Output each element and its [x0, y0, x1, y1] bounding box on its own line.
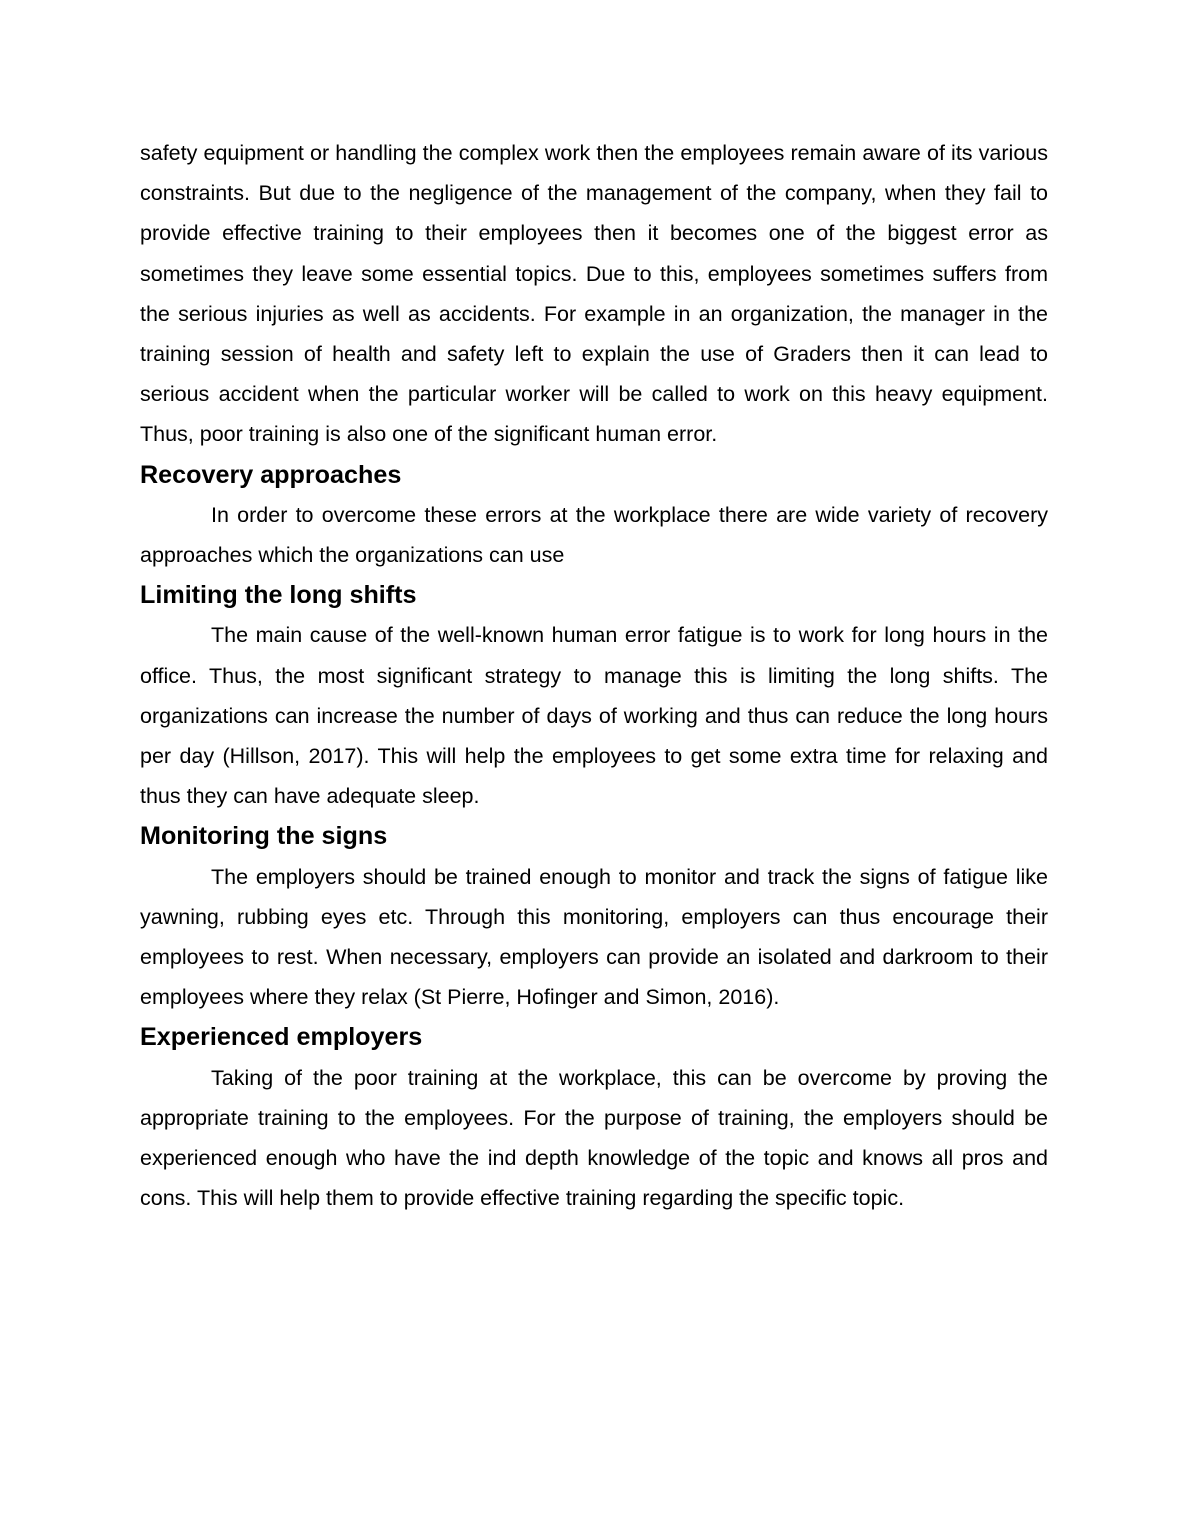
section-heading-recovery-approaches: Recovery approaches [140, 460, 402, 489]
document-body [140, 133, 1048, 1218]
intro-paragraph: safety equipment or handling the complex work then the employees remain aware of its various constraints. But due to the negligence of the management of the company, when they fail to provide effective training to their employees then it becomes one of the biggest error as sometimes they leave some essential topics. Due to this, employees sometimes suffers from the serious injuries as well as accidents. For example in an organization, the manager in the training session of health and safety left to explain the use of Graders then it can lead to serious accident when the particular worker will be called to work on this heavy equipment. Thus, poor training is also one of the significant human error. [140, 141, 1048, 447]
section-heading-monitoring-signs: Monitoring the signs [140, 822, 388, 851]
section-body-monitoring-signs: The employers should be trained enough to monitor and track the signs of fatigue like yawning, rubbing eyes etc. Through this monitoring, employers can thus encourage their employees to rest. When necessary, employers can provide an isolated and darkroom to their employees where they relax (St Pierre, Hofinger and Simon, 2016). [140, 864, 1048, 1010]
section-body-experienced-employers: Taking of the poor training at the workplace, this can be overcome by proving the appropriate training to the employees. For the purpose of training, the employers should be experienced enough who have the ind depth knowledge of the topic and knows all pros and cons. This will help them to provide effective training regarding the specific topic. [140, 1065, 1048, 1211]
section-heading-limiting-long-shifts: Limiting the long shifts [140, 581, 417, 610]
section-heading-experienced-employers: Experienced employers [140, 1023, 423, 1052]
section-body-recovery-approaches: In order to overcome these errors at the workplace there are wide variety of recovery approaches which the organizations can use [140, 502, 1048, 568]
section-body-limiting-long-shifts: The main cause of the well-known human error fatigue is to work for long hours in the office. Thus, the most significant strategy to manage this is limiting the long shifts. The organizations can increase the number of days of working and thus can reduce the long hours per day (Hillson, 2017). This will help the employees to get some extra time for relaxing and thus they can have adequate sleep. [140, 623, 1048, 809]
